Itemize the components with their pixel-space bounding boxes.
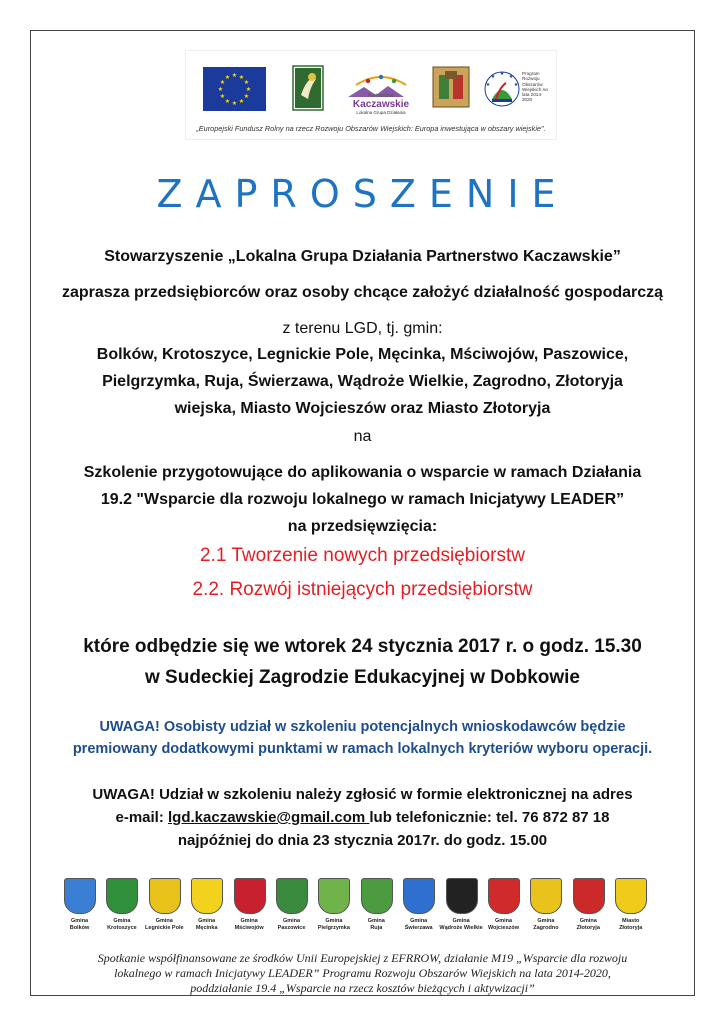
crest-label-name: Ruja [370,924,383,931]
note-2-line-1: UWAGA! Udział w szkoleniu należy zgłosić w formie elektronicznej na adres [92,786,633,803]
svg-text:★: ★ [243,93,250,100]
coat-of-arms-icon [488,878,520,914]
svg-text:★: ★ [513,82,519,88]
gmina-crest [609,870,652,940]
coat-of-arms-icon [446,878,478,914]
coat-of-arms-icon [403,878,435,914]
training-line-2: 19.2 "Wsparcie dla rozwoju lokalnego w ramach Inicjatywy LEADER” [100,491,625,508]
svg-text:★: ★ [224,74,231,81]
eu-flag-logo [203,67,266,111]
note-2-line-2 [0,809,725,826]
deadline-line: najpóźniej do dnia 23 stycznia 2017r. do godz. 15.00 [177,832,548,849]
gmina-crest [567,870,610,940]
crest-label-name: Pielgrzymka [317,924,350,931]
svg-text:★: ★ [499,71,505,77]
prow-logo-text: Program Rozwoju Obszarów Wiejskich na lata 2014-2020 [522,71,548,103]
efrrow-caption: „Europejski Fundusz Rolny na rzecz Rozwoju Obszarów Wiejskich: Europa inwestująca w obszary wiejskie". [196,124,546,133]
svg-text:★: ★ [238,74,245,81]
eu-stars-icon [203,67,266,111]
crest-label-name: Mściwojów [234,924,264,931]
gmina-crests-row [58,870,652,940]
crest-label-name: Złotoryja [576,924,600,931]
svg-text:★: ★ [490,74,496,80]
coat-of-arms-icon [106,878,138,914]
svg-text:★: ★ [485,82,491,88]
crest-label-name: Legnickie Pole [145,924,184,931]
crest-label-name: Zagrodno [533,924,559,931]
svg-text:★: ★ [224,98,231,105]
crest-label-type: Gmina [198,918,216,924]
gmina-crest [185,870,228,940]
invites-line: zaprasza przedsiębiorców oraz osoby chcące założyć działalność gospodarczą [61,284,664,301]
crest-label-name: Świerzawa [404,924,433,931]
gmina-crest [143,870,186,940]
gmina-crest [524,870,567,940]
crest-label-type: Gmina [410,918,428,924]
crest-label-name: Krotoszyce [107,924,137,931]
svg-text:★: ★ [243,79,250,86]
footer-line-2: lokalnego w ramach Inicjatywy LEADER” Programu Rozwoju Obszarów Wiejskich na lata 2014-2020, [114,966,611,980]
kaczawskie-logo-name: Kaczawskie [352,99,410,110]
email-link[interactable]: lgd.kaczawskie@gmail.com [168,809,370,826]
svg-text:★: ★ [219,79,226,86]
organization-line: Stowarzyszenie „Lokalna Grupa Działania Partnerstwo Kaczawskie” [104,248,621,265]
event-location-line: w Sudeckiej Zagrodzie Edukacyjnej w Dobkowie [144,667,580,688]
note-1-line-2: premiowany dodatkowymi punktami w ramach lokalnych kryteriów wyboru operacji. [72,741,653,757]
phone-text: lub telefonicznie: tel. 76 872 87 18 [369,809,610,826]
crest-label-type: Gmina [579,918,597,924]
crest-label-name: Męcinka [195,924,218,931]
coat-of-arms-icon [234,878,266,914]
note-1-line-1: UWAGA! Osobisty udział w szkoleniu potencjalnych wnioskodawców będzie [99,719,626,735]
crest-label-type: Gmina [282,918,301,924]
kaczawskie-logo-top-text: Partnerstwo [367,93,395,99]
gmina-crest [58,870,101,940]
kaczawskie-logo-sub: Lokalna Grupa Działania [356,110,406,115]
crest-label-type: Gmina [325,918,343,924]
partnerstwo-kaczawskie-logo [338,67,424,117]
regional-coat-logo [431,65,471,109]
crest-label-type: Miasto [621,918,640,924]
crest-label-type: Gmina [537,918,555,924]
svg-text:★: ★ [231,72,238,79]
leader-logo [292,65,324,111]
crest-label-type: Gmina [70,918,89,924]
svg-text:★: ★ [219,93,226,100]
area-line: z terenu LGD, tj. gmin: [282,320,443,337]
crest-label-name: Wojcieszów [487,924,520,931]
coat-of-arms-icon [573,878,605,914]
crest-label-type: Gmina [155,918,173,924]
training-line-3: na przedsięwzięcia: [287,518,438,535]
crest-label-name: Bolków [69,924,90,931]
coat-of-arms-icon [191,878,223,914]
training-line-1: Szkolenie przygotowujące do aplikowania o wsparcie w ramach Działania [83,464,642,481]
crest-label-name: Wądroże Wielkie [439,924,483,931]
gmina-crest [355,870,398,940]
coat-of-arms-icon [530,878,562,914]
logo-banner [186,51,556,139]
coat-of-arms-icon [615,878,647,914]
prow-2014-2020-logo [482,65,552,111]
svg-text:★: ★ [238,98,245,105]
email-prefix: e-mail: [115,809,169,826]
option-new-businesses: 2.1 Tworzenie nowych przedsiębiorstw [200,545,525,566]
coat-of-arms-icon [361,878,393,914]
crest-label-type: Gmina [113,918,131,924]
crest-label-type: Gmina [452,918,470,924]
gmina-crest [482,870,525,940]
svg-text:★: ★ [245,86,252,93]
gmina-crest [228,870,271,940]
crest-label [605,918,656,931]
footer-line-3: poddziałanie 19.4 „Wsparcie na rzecz kosztów bieżących i aktywizacji” [190,981,535,995]
gmina-crest [100,870,143,940]
svg-text:★: ★ [508,74,514,80]
gmina-crest [312,870,355,940]
svg-text:★: ★ [217,86,224,93]
option-existing-businesses: 2.2. Rozwój istniejących przedsiębiorstw [192,579,533,600]
footer-line-1: Spotkanie współfinansowane ze środków Unii Europejskiej z EFRROW, działanie M19 „Wsparcie dla rozwoju [97,951,628,965]
coat-of-arms-icon [64,878,96,914]
coat-of-arms-icon [318,878,350,914]
coat-of-arms-icon [149,878,181,914]
gmina-crest [440,870,483,940]
svg-text:★: ★ [231,100,238,107]
na-line: na [353,428,372,445]
gminy-line-1: Bolków, Krotoszyce, Legnickie Pole, Męcinka, Mściwojów, Paszowice, [96,346,629,363]
coat-of-arms-icon [276,878,308,914]
event-date-line: które odbędzie się we wtorek 24 stycznia 2017 r. o godz. 15.30 [83,636,642,657]
crest-label-name: Złotoryja [619,924,643,931]
gmina-crest [397,870,440,940]
crest-label-type: Gmina [367,918,385,924]
crest-label-type: Gmina [240,918,258,924]
crest-label-name: Paszowice [277,924,306,931]
gmina-crest [270,870,313,940]
crest-label-type: Gmina [494,918,513,924]
funding-footer [40,951,685,996]
invitation-title: ZAPROSZENIE [156,172,569,216]
gminy-line-2: Pielgrzymka, Ruja, Świerzawa, Wądroże Wielkie, Zagrodno, Złotoryja [102,373,623,390]
gminy-line-3: wiejska, Miasto Wojcieszów oraz Miasto Złotoryja [174,400,551,417]
